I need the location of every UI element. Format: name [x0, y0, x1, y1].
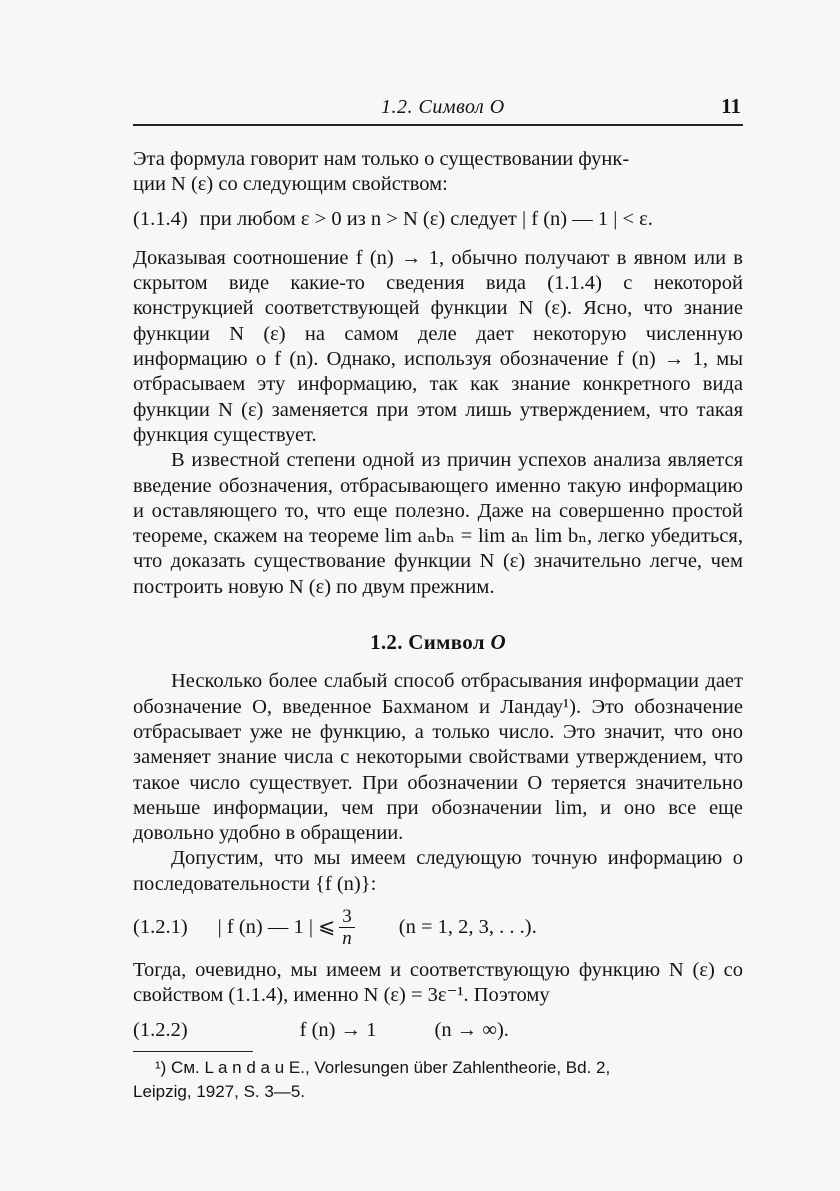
page-header [133, 92, 743, 126]
formula-1-1-4 [133, 207, 743, 232]
section-title-symbol: O [490, 630, 506, 655]
section-heading [133, 630, 743, 655]
running-title: 1.2. Символ O [381, 96, 505, 118]
formula-tag: (1.2.2) [133, 1018, 188, 1041]
formula-condition: (n → ∞). [434, 1018, 509, 1041]
intro-line-2: ции N (ε) со следующим свойством: [133, 173, 448, 196]
fraction [339, 906, 355, 949]
footnote [133, 1056, 743, 1104]
footnote-rule [133, 1051, 253, 1052]
formula-lhs: | f (n) — 1 | ⩽ [217, 915, 336, 938]
formula-text: при любом ε > 0 из n > N (ε) следует | f (n) — 1 | < ε. [199, 207, 653, 230]
page-number: 11 [721, 94, 741, 118]
footnote-line-2: Leipzig, 1927, S. 3—5. [133, 1081, 306, 1101]
paragraph-5: Тогда, очевидно, мы имеем и соответствующую функцию N (ε) со свойством (1.1.4), именно N (ε) = 3ε⁻¹. Поэтому [133, 959, 743, 1007]
fraction-denominator: n [342, 928, 352, 950]
formula-1-2-1 [133, 906, 743, 949]
paragraph-1: Доказывая соотношение f (n) → 1, обычно получают в явном или в скрытом виде какие-то сведения вида (1.1.4) с некоторой конструкцией соответствующей функции N (ε). Ясно, что знание функции N (ε) на самом деле дает некоторую численную информацию о f (n). Однако, используя обозначение f (n) → 1, мы отбрасываем эту информацию, так как знание конкретного вида функции N (ε) заменяется при этом лишь утверждением, что такая функция существует. [133, 246, 743, 446]
formula-tag: (1.1.4) [133, 207, 188, 230]
paragraph-2: В известной степени одной из причин успехов анализа является введение обозначения, отбрасывающего именно такую информацию и оставляющего то, что еще полезно. Даже на совершенно простой теореме, скажем на теореме lim aₙbₙ = lim aₙ lim bₙ, легко убедиться, что доказать существование функции N (ε) значительно легче, чем построить новую N (ε) по двум прежним. [133, 449, 743, 598]
formula-lhs: f (n) → 1 [299, 1018, 377, 1041]
page-body [133, 147, 743, 1104]
paragraph-3: Несколько более слабый способ отбрасывания информации дает обозначение O, введенное Бахманом и Ландау¹). Это обозначение отбрасывает уже не функцию, а только число. Это значит, что оно заменяет знание числа с некоторыми свойствами утверждением, что такое число существует. При обозначении O теряется значительно меньше информации, чем при обозначении lim, и оно все еще довольно удобно в обращении. [133, 670, 743, 845]
section-title-text: 1.2. Символ [370, 630, 485, 655]
formula-1-2-2 [133, 1018, 743, 1043]
formula-condition: (n = 1, 2, 3, . . .). [398, 915, 537, 938]
intro-line-1: Эта формула говорит нам только о существовании функ- [133, 148, 630, 170]
footnote-line-1: ¹) См. L a n d a u E., Vorlesungen über Zahlentheorie, Bd. 2, [155, 1057, 611, 1077]
formula-tag: (1.2.1) [133, 915, 188, 938]
fraction-numerator: 3 [339, 906, 355, 928]
paragraph-4: Допустим, что мы имеем следующую точную информацию о последовательности {f (n)}: [133, 847, 743, 895]
